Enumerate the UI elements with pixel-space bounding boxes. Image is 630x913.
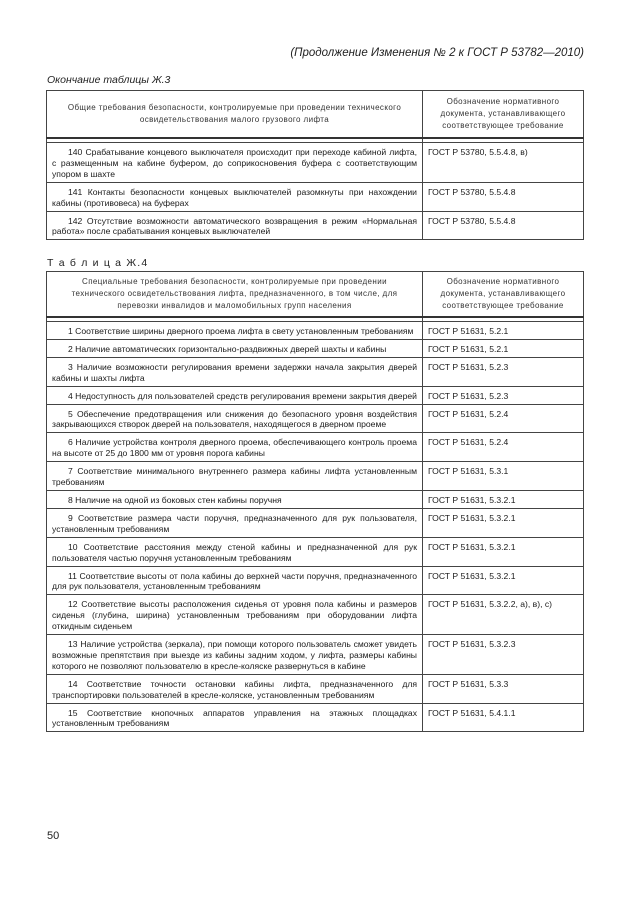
standard-reference-cell: ГОСТ Р 51631, 5.3.2.2, а), в), с)	[423, 595, 584, 635]
requirement-cell: 14 Соответствие точности остановки кабины лифта, предназначенного для транспортировки пользователей в кресле-коляске, установленным требованиям	[47, 674, 423, 703]
standard-reference-cell: ГОСТ Р 51631, 5.3.2.1	[423, 508, 584, 537]
standard-reference-cell: ГОСТ Р 51631, 5.3.2.1	[423, 566, 584, 595]
table-row	[47, 595, 584, 635]
requirement-cell: 2 Наличие автоматических горизонтально-раздвижных дверей шахты и кабины	[47, 339, 423, 357]
table-row	[47, 182, 584, 211]
requirement-cell: 10 Соответствие расстояния между стеной кабины и предназначенной для рук пользователя частью поручня установленным требованиям	[47, 537, 423, 566]
standard-reference-cell: ГОСТ Р 51631, 5.3.2.1	[423, 537, 584, 566]
standard-reference-cell: ГОСТ Р 53780, 5.5.4.8	[423, 182, 584, 211]
table-row	[47, 433, 584, 462]
table-row	[47, 143, 584, 183]
requirement-cell: 142 Отсутствие возможности автоматического возвращения в режим «Нормальная работа» после срабатывания концевых выключателей	[47, 211, 423, 240]
page-number: 50	[47, 830, 60, 842]
table-row	[47, 490, 584, 508]
table-row	[47, 537, 584, 566]
standard-reference-cell: ГОСТ Р 51631, 5.2.1	[423, 339, 584, 357]
requirement-cell: 5 Обеспечение предотвращения или снижения до безопасного уровня воздействия закрывающихся створок дверей на пользователя, находящегося в дверном проеме	[47, 404, 423, 433]
standard-reference-cell: ГОСТ Р 53780, 5.5.4.8	[423, 211, 584, 240]
requirements-table-j4	[46, 271, 584, 732]
table-caption-continuation: Окончание таблицы Ж.3	[47, 74, 171, 86]
standard-reference-cell: ГОСТ Р 51631, 5.2.4	[423, 404, 584, 433]
requirement-cell: 1 Соответствие ширины дверного проема лифта в свету установленным требованиям	[47, 322, 423, 340]
standard-reference-cell: ГОСТ Р 51631, 5.3.3	[423, 674, 584, 703]
table-row	[47, 386, 584, 404]
requirement-cell: 4 Недоступность для пользователей средств регулирования времени закрытия дверей	[47, 386, 423, 404]
table-row	[47, 404, 584, 433]
requirement-cell: 3 Наличие возможности регулирования времени задержки начала закрытия дверей кабины и шахты лифта	[47, 357, 423, 386]
requirements-table-j3	[46, 90, 584, 240]
table-row	[47, 357, 584, 386]
table-row	[47, 674, 584, 703]
standard-reference-cell: ГОСТ Р 51631, 5.2.4	[423, 433, 584, 462]
table-row	[47, 462, 584, 491]
standard-reference-cell: ГОСТ Р 51631, 5.3.2.1	[423, 490, 584, 508]
standard-reference-cell: ГОСТ Р 51631, 5.2.3	[423, 386, 584, 404]
standard-reference-cell: ГОСТ Р 51631, 5.4.1.1	[423, 703, 584, 732]
requirement-cell: 8 Наличие на одной из боковых стен кабины поручня	[47, 490, 423, 508]
requirement-cell: 6 Наличие устройства контроля дверного проема, обеспечивающего контроль проема на высоте от 25 до 1800 мм от уровня порога кабины	[47, 433, 423, 462]
requirement-cell: 7 Соответствие минимального внутреннего размера кабины лифта установленным требованиям	[47, 462, 423, 491]
standard-reference-cell: ГОСТ Р 53780, 5.5.4.8, в)	[423, 143, 584, 183]
table-row	[47, 211, 584, 240]
standard-reference-cell: ГОСТ Р 51631, 5.3.2.3	[423, 635, 584, 675]
standard-reference-cell: ГОСТ Р 51631, 5.2.3	[423, 357, 584, 386]
requirement-cell: 15 Соответствие кнопочных аппаратов управления на этажных площадках установленным требованиям	[47, 703, 423, 732]
table-row	[47, 339, 584, 357]
table-row	[47, 703, 584, 732]
table-row	[47, 508, 584, 537]
requirement-cell: 140 Срабатывание концевого выключателя происходит при переходе кабиной лифта, с размещенным на кабине буфером, до соприкосновения буфера с соответствующим упором в шахте	[47, 143, 423, 183]
page-header: (Продолжение Изменения № 2 к ГОСТ Р 53782—2010)	[290, 47, 584, 59]
table-caption: Т а б л и ц а Ж.4	[47, 257, 149, 269]
column-header-requirements: Специальные требования безопасности, контролируемые при проведении технического освидетельствования лифта, предназначенного, в том числе, для перевозки инвалидов и маломобильных групп населения	[47, 272, 423, 318]
standard-reference-cell: ГОСТ Р 51631, 5.3.1	[423, 462, 584, 491]
requirement-cell: 141 Контакты безопасности концевых выключателей разомкнуты при нахождении кабины (противовеса) на буферах	[47, 182, 423, 211]
column-header-requirements: Общие требования безопасности, контролируемые при проведении технического освидетельствования малого грузового лифта	[47, 91, 423, 139]
requirement-cell: 12 Соответствие высоты расположения сиденья от уровня пола кабины и размеров сиденья (глубина, ширина) установленным требованиям при оборудовании лифта откидным сиденьем	[47, 595, 423, 635]
column-header-standard: Обозначение нормативного документа, устанавливающего соответствующее требование	[423, 91, 584, 139]
requirement-cell: 13 Наличие устройства (зеркала), при помощи которого пользователь сможет увидеть возможные препятствия при выезде из кабины задним ходом, у лифта, размеры кабины которого не позволяют пользователю в кресле-коляске развернуться в кабине	[47, 635, 423, 675]
requirement-cell: 9 Соответствие размера части поручня, предназначенного для рук пользователя, установленным требованиям	[47, 508, 423, 537]
requirement-cell: 11 Соответствие высоты от пола кабины до верхней части поручня, предназначенного для рук пользователя, установленным требованиям	[47, 566, 423, 595]
column-header-standard: Обозначение нормативного документа, устанавливающего соответствующее требование	[423, 272, 584, 318]
table-row	[47, 635, 584, 675]
table-row	[47, 322, 584, 340]
standard-reference-cell: ГОСТ Р 51631, 5.2.1	[423, 322, 584, 340]
table-row	[47, 566, 584, 595]
